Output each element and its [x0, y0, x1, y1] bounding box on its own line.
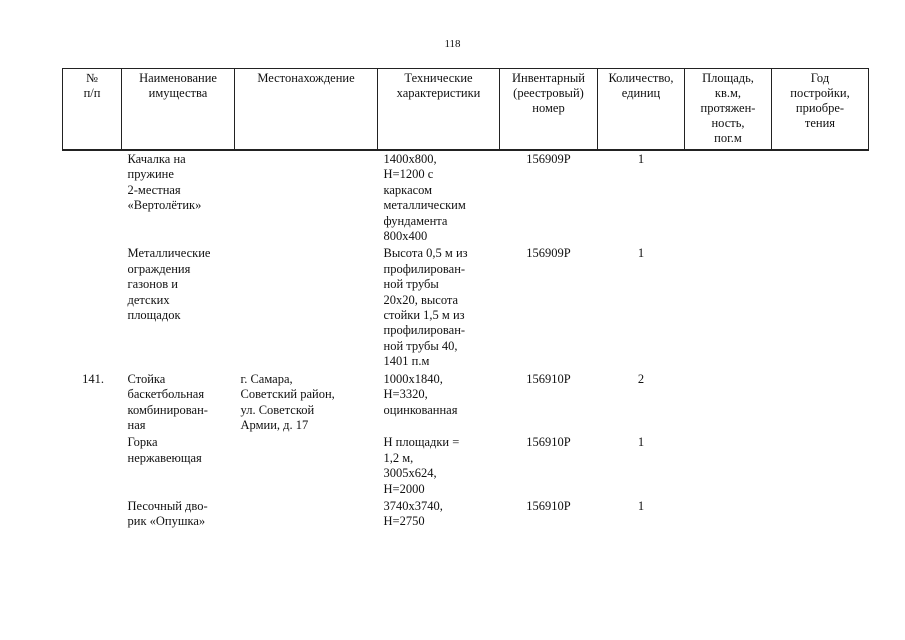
- table-header-row: [63, 69, 869, 151]
- cell-text-line: 156909Р: [526, 246, 571, 261]
- cell-text-line: 1: [637, 246, 645, 261]
- cell-technical: [378, 499, 500, 532]
- cell-text-line: 1000х1840,: [383, 371, 443, 386]
- cell-inventory: [500, 372, 598, 436]
- cell-year: [772, 499, 869, 532]
- header-area: [685, 69, 772, 151]
- cell-text-line: ной трубы 40,: [383, 338, 458, 353]
- cell-text-line: протяжен-: [700, 101, 756, 115]
- cell-year: [772, 435, 869, 499]
- cell-text-line: номер: [532, 101, 565, 115]
- table-row: [63, 246, 869, 371]
- cell-text-line: ул. Советской: [240, 402, 315, 417]
- cell-location: [235, 246, 378, 371]
- header-year: [772, 69, 869, 151]
- header-inventory: [500, 69, 598, 151]
- cell-text-line: рик «Опушка»: [127, 514, 206, 529]
- cell-text-line: 156909Р: [526, 152, 571, 166]
- cell-area: [685, 150, 772, 246]
- cell-text-line: Высота 0,5 м из: [383, 246, 468, 261]
- cell-name: [122, 435, 235, 499]
- cell-text-line: баскетбольная: [127, 387, 205, 402]
- cell-text-line: ность,: [711, 116, 745, 130]
- cell-text-line: Наименование: [139, 71, 217, 85]
- header-name: [122, 69, 235, 151]
- cell-text-line: тения: [804, 116, 836, 130]
- cell-text-line: пружине: [127, 167, 174, 182]
- cell-quantity: [598, 372, 685, 436]
- cell-text-line: Площадь,: [702, 71, 754, 85]
- cell-text-line: газонов и: [127, 277, 178, 292]
- cell-text-line: Н площадки =: [383, 435, 460, 450]
- cell-technical: [378, 150, 500, 246]
- cell-text-line: Советский район,: [240, 387, 335, 402]
- cell-area: [685, 499, 772, 532]
- cell-number: [63, 499, 122, 532]
- cell-text-line: 1: [637, 152, 645, 166]
- cell-text-line: 20х20, высота: [383, 292, 459, 307]
- cell-text-line: нержавеющая: [127, 450, 202, 465]
- cell-text-line: 2-местная: [127, 182, 181, 197]
- cell-text-line: Н=2000: [383, 481, 425, 496]
- cell-technical: [378, 435, 500, 499]
- header-number: [63, 69, 122, 151]
- cell-text-line: г. Самара,: [240, 371, 293, 386]
- page-number: 118: [444, 38, 461, 50]
- cell-quantity: [598, 499, 685, 532]
- table-row: [63, 372, 869, 436]
- cell-text-line: Стойка: [127, 371, 166, 386]
- cell-text-line: 1401 п.м: [383, 354, 430, 369]
- cell-area: [685, 435, 772, 499]
- header-technical: [378, 69, 500, 151]
- cell-text-line: Н=3320,: [383, 387, 428, 402]
- cell-text-line: 1: [637, 498, 645, 513]
- cell-text-line: единиц: [621, 86, 661, 100]
- cell-number: [63, 435, 122, 499]
- cell-text-line: Год: [810, 71, 830, 85]
- cell-text-line: профилирован-: [383, 261, 466, 276]
- cell-text-line: имущества: [148, 86, 208, 100]
- cell-text-line: каркасом: [383, 182, 433, 197]
- cell-text-line: «Вертолётик»: [127, 198, 202, 213]
- cell-text-line: комбинирован-: [127, 402, 208, 417]
- cell-year: [772, 150, 869, 246]
- cell-text-line: кв.м,: [714, 86, 742, 100]
- cell-text-line: 1400х800,: [383, 152, 437, 166]
- table-row: [63, 435, 869, 499]
- cell-text-line: 156910Р: [526, 371, 571, 386]
- cell-location: [235, 372, 378, 436]
- cell-text-line: Н=1200 с: [383, 167, 434, 182]
- cell-text-line: (реестровый): [513, 86, 584, 100]
- property-table: [62, 68, 869, 532]
- cell-text-line: 1,2 м,: [383, 450, 414, 465]
- cell-text-line: ной трубы: [383, 277, 439, 292]
- cell-number: [63, 246, 122, 371]
- cell-text-line: оцинкованная: [383, 402, 458, 417]
- cell-text-line: Технические: [404, 71, 473, 85]
- cell-text-line: Армии, д. 17: [240, 417, 309, 432]
- cell-technical: [378, 372, 500, 436]
- cell-quantity: [598, 246, 685, 371]
- cell-text-line: Местонахождение: [257, 71, 355, 85]
- cell-technical: [378, 246, 500, 371]
- cell-text-line: Металлические: [127, 246, 211, 261]
- cell-text-line: детских: [127, 292, 170, 307]
- cell-text-line: Количество,: [608, 71, 674, 85]
- cell-text-line: 141.: [82, 371, 104, 386]
- table-row: [63, 150, 869, 246]
- cell-text-line: приобре-: [795, 101, 845, 115]
- cell-inventory: [500, 499, 598, 532]
- cell-text-line: фундамента: [383, 213, 448, 228]
- cell-name: [122, 372, 235, 436]
- cell-quantity: [598, 150, 685, 246]
- cell-number: [63, 150, 122, 246]
- cell-text-line: ограждения: [127, 261, 191, 276]
- cell-text-line: 1: [637, 435, 645, 450]
- cell-location: [235, 435, 378, 499]
- cell-text-line: пог.м: [714, 131, 742, 145]
- header-quantity: [598, 69, 685, 151]
- cell-location: [235, 499, 378, 532]
- cell-quantity: [598, 435, 685, 499]
- cell-area: [685, 246, 772, 371]
- cell-text-line: металлическим: [383, 198, 466, 213]
- cell-text-line: характеристики: [396, 86, 481, 100]
- cell-name: [122, 499, 235, 532]
- cell-area: [685, 372, 772, 436]
- cell-text-line: 800х400: [383, 229, 428, 244]
- cell-inventory: [500, 435, 598, 499]
- cell-text-line: Н=2750: [383, 514, 425, 529]
- cell-text-line: №: [86, 71, 98, 85]
- cell-number: [63, 372, 122, 436]
- cell-text-line: Горка: [127, 435, 158, 450]
- cell-inventory: [500, 150, 598, 246]
- cell-text-line: Качалка на: [127, 152, 186, 166]
- cell-name: [122, 150, 235, 246]
- cell-year: [772, 246, 869, 371]
- cell-text-line: п/п: [83, 86, 101, 100]
- cell-text-line: постройки,: [790, 86, 850, 100]
- cell-text-line: Песочный дво-: [127, 498, 208, 513]
- cell-inventory: [500, 246, 598, 371]
- cell-text-line: профилирован-: [383, 323, 466, 338]
- header-location: [235, 69, 378, 151]
- table-row: [63, 499, 869, 532]
- cell-text-line: 156910Р: [526, 498, 571, 513]
- cell-text-line: 2: [637, 371, 645, 386]
- cell-year: [772, 372, 869, 436]
- cell-text-line: 156910Р: [526, 435, 571, 450]
- cell-text-line: 3005х624,: [383, 466, 437, 481]
- cell-name: [122, 246, 235, 371]
- cell-text-line: Инвентарный: [512, 71, 585, 85]
- cell-text-line: площадок: [127, 308, 181, 323]
- cell-text-line: 3740х3740,: [383, 498, 443, 513]
- cell-location: [235, 150, 378, 246]
- cell-text-line: стойки 1,5 м из: [383, 308, 465, 323]
- cell-text-line: ная: [127, 417, 146, 432]
